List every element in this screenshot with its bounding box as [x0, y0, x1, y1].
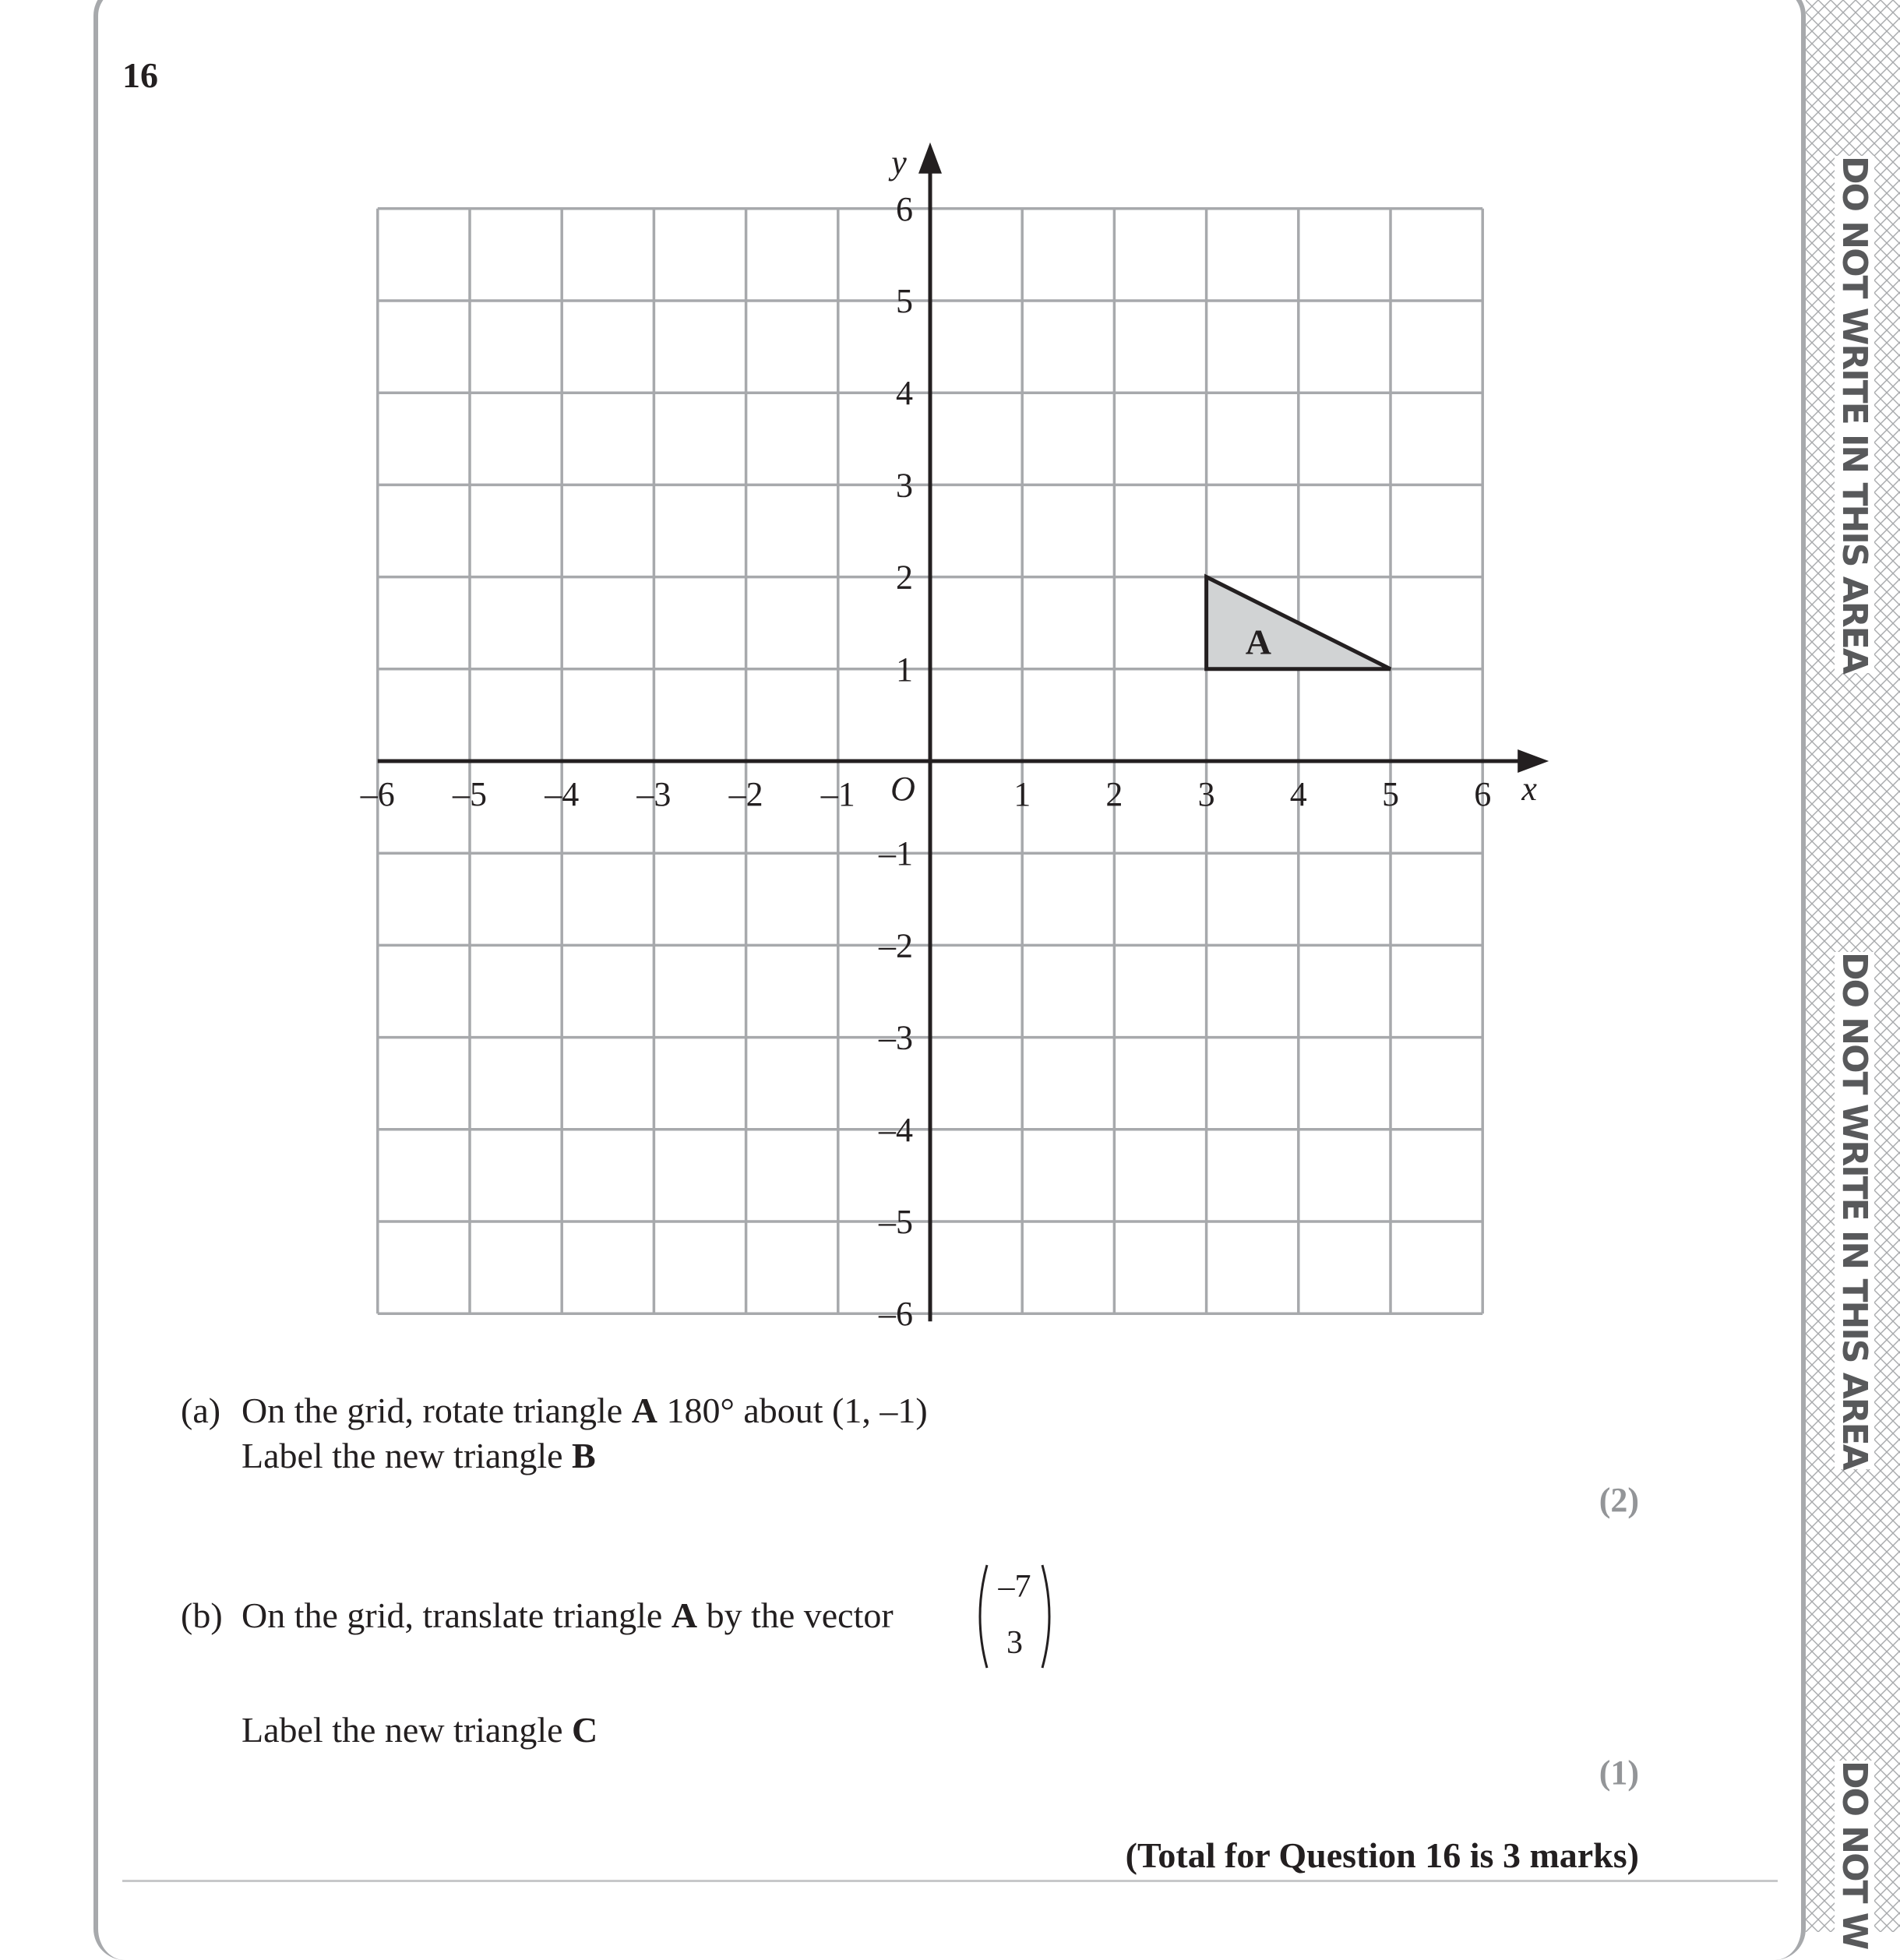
vector-bottom: 3 [1006, 1625, 1023, 1661]
part-a-label: (a) [181, 1391, 221, 1430]
y-tick-label: –3 [879, 1018, 913, 1057]
y-axis-label: y [891, 143, 907, 182]
question-number: 16 [122, 55, 158, 95]
margin-warning-2: DO NOT WRITE IN THIS AREA [1835, 952, 1874, 1469]
part-b-triangle-c: C [572, 1710, 598, 1750]
part-a-triangle-a: A [631, 1391, 657, 1430]
x-tick-label: –6 [360, 775, 395, 813]
part-a-triangle-b: B [572, 1436, 596, 1475]
x-tick-label: –1 [820, 775, 855, 813]
axes [378, 143, 1549, 1321]
part-b-line1-end: by the vector [697, 1595, 894, 1635]
x-tick-label: –2 [728, 775, 763, 813]
triangle-label-a: A [1245, 622, 1272, 662]
y-tick-label: –2 [879, 926, 913, 965]
margin-warning-3: DO NOT W [1835, 1761, 1874, 1949]
origin-label: O [890, 770, 915, 808]
x-tick-label: 6 [1474, 775, 1492, 813]
part-a-line1 [241, 1388, 928, 1433]
part-b-label: (b) [181, 1595, 223, 1635]
part-a-line2 [241, 1433, 596, 1479]
y-tick-label: 4 [896, 374, 913, 413]
y-tick-label: 3 [896, 466, 913, 505]
part-b-line2 [241, 1708, 597, 1753]
part-a-marks: (2) [1599, 1481, 1639, 1519]
x-tick-label: –3 [636, 775, 672, 813]
part-a-line1-end: 180° about (1, –1) [657, 1391, 928, 1430]
margin-warning-1: DO NOT WRITE IN THIS AREA [1835, 156, 1874, 673]
x-tick-label: –5 [453, 775, 487, 813]
y-tick-label: 2 [896, 558, 913, 597]
y-tick-label: –5 [879, 1203, 913, 1241]
part-b-line2-start: Label the new triangle [241, 1710, 573, 1750]
y-tick-label: 5 [896, 282, 913, 320]
part-b-line1 [241, 1593, 894, 1638]
x-tick-label: 2 [1105, 775, 1123, 813]
y-tick-label: –1 [879, 834, 913, 873]
y-tick-label: 6 [896, 189, 913, 228]
part-b-marks: (1) [1599, 1754, 1639, 1792]
x-tick-label: 4 [1289, 775, 1307, 813]
x-tick-label: 3 [1197, 775, 1215, 813]
x-tick-label: 1 [1013, 775, 1031, 813]
y-tick-label: –4 [879, 1110, 913, 1149]
x-tick-label: 5 [1382, 775, 1399, 813]
part-a-line1-start: On the grid, rotate triangle [241, 1391, 632, 1430]
x-axis-label: x [1521, 770, 1537, 808]
bottom-rule [122, 1880, 1778, 1882]
y-tick-label: –6 [879, 1295, 913, 1334]
part-a-line2-start: Label the new triangle [241, 1436, 573, 1475]
vector-top: –7 [998, 1569, 1031, 1605]
x-tick-label: –4 [545, 775, 580, 813]
translation-vector [970, 1562, 1059, 1671]
y-axis-arrow [918, 143, 942, 174]
question-total: (Total for Question 16 is 3 marks) [1125, 1835, 1639, 1875]
part-b-triangle-a: A [671, 1595, 698, 1635]
part-b-line1-start: On the grid, translate triangle [241, 1595, 672, 1635]
y-tick-label: 1 [896, 650, 913, 689]
tick-labels [360, 143, 1538, 1333]
